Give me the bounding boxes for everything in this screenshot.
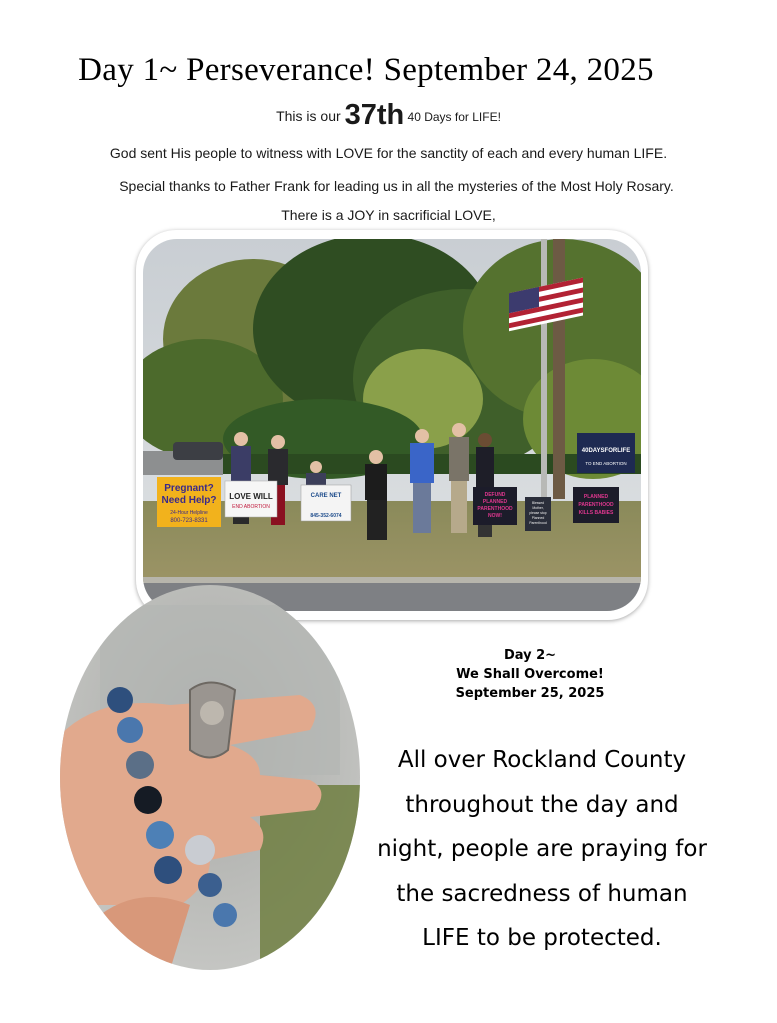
sign-defund-3: PARENTHOOD	[477, 506, 513, 512]
sign-blessed-4: Planned	[531, 516, 545, 520]
sign-blessed-2: Mother,	[532, 506, 544, 510]
para-line2: throughout the day and	[405, 791, 679, 818]
sign-40days-1: 40DAYSFORLIFE	[581, 448, 631, 454]
sign-pregnant-2: Need Help?	[161, 495, 217, 506]
sign-pregnant-3: 24-Hour Helpline	[170, 510, 208, 516]
sign-pregnant	[157, 477, 221, 527]
sign-care-net-1: CARE NET	[310, 493, 342, 499]
sign-love-will-1: LOVE WILL	[229, 492, 273, 501]
sign-care-net-2: 845-352-6074	[310, 513, 342, 519]
sign-defund-2: PLANNED	[482, 499, 508, 505]
sign-defund-1: DEFUND	[484, 492, 506, 498]
day2-line1: Day 2~	[503, 648, 557, 663]
sign-blessed-5: Parenthood	[529, 521, 547, 525]
sign-blessed-3: please stop	[529, 511, 547, 515]
day2-heading	[440, 646, 620, 703]
intro-pre: This is our	[276, 108, 345, 124]
para-line5: LIFE to be protected.	[422, 925, 662, 951]
para-line4: the sacredness of human	[396, 880, 688, 907]
joy-line: There is a JOY in sacrificial LOVE,	[281, 207, 496, 223]
intro-count: 37th	[344, 99, 405, 131]
rosary-photo	[60, 585, 360, 970]
sign-pregnant-1: Pregnant?	[164, 483, 214, 494]
thanks-line: Special thanks to Father Frank for leading us in all the mysteries of the Most Holy Rosary.	[119, 178, 674, 194]
rosary-medal	[190, 683, 235, 758]
sign-40-days-for-life	[577, 433, 635, 473]
sign-40days-2: TO END ABORTION	[585, 461, 627, 466]
rosary-hand-illustration	[60, 585, 360, 970]
intro-line	[0, 99, 777, 132]
sign-pregnant-4: 800-723-8331	[170, 518, 208, 524]
sign-defund	[473, 487, 517, 525]
sign-blessed-mother	[525, 497, 551, 531]
vigil-photo-illustration	[143, 239, 641, 611]
sign-kills-3: KILLS BABIES	[578, 510, 614, 516]
intro-post: 40 Days for LIFE!	[404, 110, 501, 124]
day2-line2: We Shall Overcome!	[456, 667, 604, 682]
sign-kills-babies	[573, 487, 619, 523]
witness-line: God sent His people to witness with LOVE for the sanctity of each and every human LIFE.	[109, 145, 668, 161]
sign-love-will-2: END ABORTION	[232, 504, 270, 510]
prayer-paragraph	[360, 738, 724, 961]
sign-love-will	[225, 481, 277, 517]
page-title: Day 1~ Perseverance! September 24, 2025	[78, 52, 654, 88]
group-photo	[143, 239, 641, 611]
para-line3: night, people are praying for	[377, 836, 707, 862]
day2-line3: September 25, 2025	[455, 686, 605, 701]
sign-kills-2: PARENTHOOD	[578, 502, 614, 508]
sign-kills-1: PLANNED	[583, 494, 609, 500]
sign-defund-4: NOW!	[488, 513, 502, 519]
para-line1: All over Rockland County	[397, 747, 687, 773]
sign-care-net	[301, 485, 351, 521]
sign-blessed-1: Blessed	[531, 501, 545, 505]
